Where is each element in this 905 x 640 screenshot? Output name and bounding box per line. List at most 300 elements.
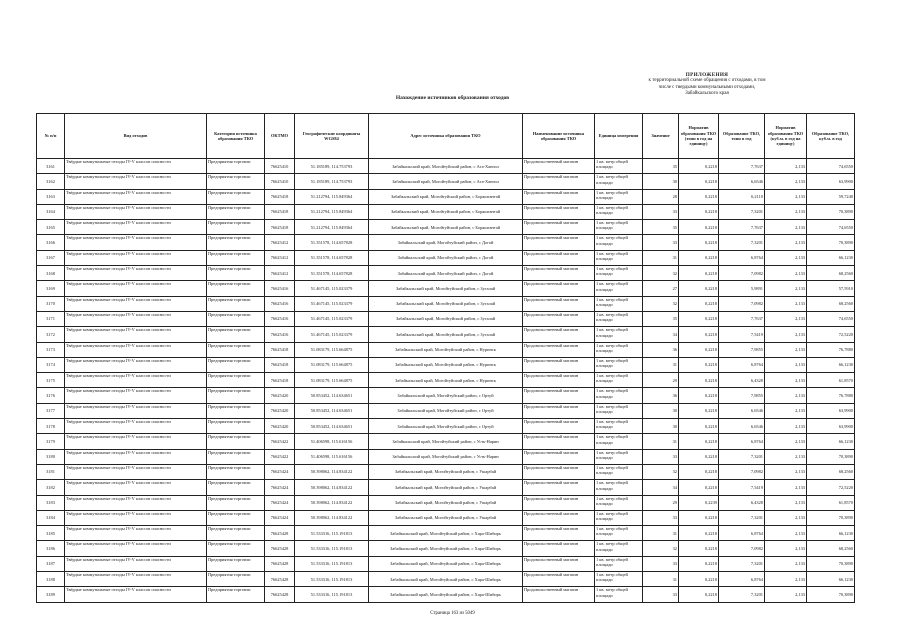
source-name: Продовольственный магазин — [523, 556, 595, 571]
source-category: Предприятия торговли — [207, 556, 265, 571]
norm-tonnes: 0,2218 — [679, 327, 719, 342]
generation-tonnes: 6,6546 — [719, 174, 765, 189]
row-number: 3184 — [37, 510, 65, 525]
oktmo-code: 76625418 — [265, 357, 295, 372]
norm-tonnes: 0,2218 — [679, 403, 719, 418]
norm-tonnes: 0,2218 — [679, 464, 719, 479]
coordinates: 51.083179, 115.664875 — [295, 373, 369, 388]
row-number: 3179 — [37, 434, 65, 449]
source-name: Продовольственный магазин — [523, 495, 595, 510]
waste-type: Твёрдые коммунальные отходы IV-V классов опасности — [65, 281, 207, 296]
address: Забайкальский край, Могойтуйский район, с Боржигантай — [369, 189, 523, 204]
coordinates: 51.351578, 114.657828 — [295, 266, 369, 281]
address: Забайкальский край, Могойтуйский район, с Хара-Шибирь — [369, 587, 523, 602]
unit: 1 кв. метр общей площади — [595, 541, 643, 556]
table-row — [37, 235, 855, 250]
table-row — [37, 204, 855, 219]
norm-tonnes: 0,2218 — [679, 541, 719, 556]
unit: 1 кв. метр общей площади — [595, 189, 643, 204]
generation-cubic: 68,2560 — [807, 464, 855, 479]
source-category: Предприятия торговли — [207, 373, 265, 388]
source-category: Предприятия торговли — [207, 174, 265, 189]
row-number: 3175 — [37, 373, 65, 388]
oktmo-code: 76625424 — [265, 480, 295, 495]
oktmo-code: 76625428 — [265, 587, 295, 602]
norm-tonnes: 0,2218 — [679, 159, 719, 174]
source-name: Продовольственный магазин — [523, 373, 595, 388]
generation-tonnes: 6,8764 — [719, 357, 765, 372]
generation-cubic: 70,3890 — [807, 449, 855, 464]
table-row — [37, 327, 855, 342]
oktmo-code: 76625418 — [265, 220, 295, 235]
unit: 1 кв. метр общей площади — [595, 204, 643, 219]
norm-cubic: 2,133 — [765, 464, 807, 479]
unit: 1 кв. метр общей площади — [595, 220, 643, 235]
table-row — [37, 510, 855, 525]
source-category: Предприятия торговли — [207, 388, 265, 403]
value: 31 — [643, 357, 679, 372]
table-row — [37, 174, 855, 189]
norm-cubic: 2,133 — [765, 510, 807, 525]
coordinates: 51.212794, 115.849364 — [295, 204, 369, 219]
value: 31 — [643, 526, 679, 541]
row-number: 3187 — [37, 556, 65, 571]
generation-cubic: 68,2560 — [807, 266, 855, 281]
norm-cubic: 2,133 — [765, 526, 807, 541]
norm-tonnes: 0,2218 — [679, 220, 719, 235]
oktmo-code: 76625418 — [265, 189, 295, 204]
source-name: Продовольственный магазин — [523, 250, 595, 265]
unit: 1 кв. метр общей площади — [595, 388, 643, 403]
generation-tonnes: 6,8764 — [719, 434, 765, 449]
table-row — [37, 464, 855, 479]
waste-type: Твёрдые коммунальные отходы IV-V классов опасности — [65, 403, 207, 418]
norm-cubic: 2,133 — [765, 189, 807, 204]
norm-tonnes: 0,2218 — [679, 189, 719, 204]
generation-cubic: 70,3890 — [807, 587, 855, 602]
unit: 1 кв. метр общей площади — [595, 464, 643, 479]
waste-type: Твёрдые коммунальные отходы IV-V классов опасности — [65, 220, 207, 235]
source-name: Продовольственный магазин — [523, 480, 595, 495]
source-name: Продовольственный магазин — [523, 235, 595, 250]
generation-tonnes: 6,8764 — [719, 526, 765, 541]
oktmo-code: 76625418 — [265, 342, 295, 357]
col-header: Норматив образования ТКО (тонн в год на единицу) — [679, 114, 719, 159]
value: 33 — [643, 204, 679, 219]
source-category: Предприятия торговли — [207, 357, 265, 372]
coordinates: 50.398062, 114.834122 — [295, 510, 369, 525]
norm-cubic: 2,133 — [765, 434, 807, 449]
coordinates: 51.533316, 115.191813 — [295, 572, 369, 587]
source-name: Продовольственный магазин — [523, 541, 595, 556]
value: 32 — [643, 266, 679, 281]
waste-type: Твёрдые коммунальные отходы IV-V классов опасности — [65, 449, 207, 464]
waste-type: Твёрдые коммунальные отходы IV-V классов опасности — [65, 342, 207, 357]
row-number: 3165 — [37, 220, 65, 235]
oktmo-code: 76625410 — [265, 159, 295, 174]
coordinates: 51.467145, 115.023379 — [295, 281, 369, 296]
oktmo-code: 76625420 — [265, 388, 295, 403]
norm-cubic: 2,133 — [765, 572, 807, 587]
address: Забайкальский край, Могойтуйский район, с Догой — [369, 235, 523, 250]
address: Забайкальский край, Могойтуйский район, с Ортуй — [369, 388, 523, 403]
norm-cubic: 2,133 — [765, 266, 807, 281]
unit: 1 кв. метр общей площади — [595, 250, 643, 265]
row-number: 3170 — [37, 296, 65, 311]
generation-cubic: 66,1230 — [807, 572, 855, 587]
unit: 1 кв. метр общей площади — [595, 296, 643, 311]
source-category: Предприятия торговли — [207, 480, 265, 495]
norm-cubic: 2,133 — [765, 250, 807, 265]
norm-cubic: 2,133 — [765, 495, 807, 510]
norm-cubic: 2,133 — [765, 235, 807, 250]
waste-type: Твёрдые коммунальные отходы IV-V классов опасности — [65, 526, 207, 541]
source-category: Предприятия торговли — [207, 204, 265, 219]
value: 30 — [643, 419, 679, 434]
waste-type: Твёрдые коммунальные отходы IV-V классов опасности — [65, 266, 207, 281]
source-name: Продовольственный магазин — [523, 174, 595, 189]
table-row — [37, 373, 855, 388]
unit: 1 кв. метр общей площади — [595, 434, 643, 449]
oktmo-code: 76625428 — [265, 541, 295, 556]
value: 33 — [643, 449, 679, 464]
col-header: Норматив образования ТКО (куб.м. в год на единицу) — [765, 114, 807, 159]
row-number: 3163 — [37, 189, 65, 204]
row-number: 3183 — [37, 495, 65, 510]
value: 34 — [643, 480, 679, 495]
source-category: Предприятия торговли — [207, 419, 265, 434]
oktmo-code: 76625422 — [265, 449, 295, 464]
generation-tonnes: 7,5419 — [719, 480, 765, 495]
norm-cubic: 2,133 — [765, 204, 807, 219]
col-header: Категория источника образования ТКО — [207, 114, 265, 159]
address: Забайкальский край, Могойтуйский район, с Ушарбай — [369, 464, 523, 479]
table-row — [37, 403, 855, 418]
generation-tonnes: 7,7637 — [719, 159, 765, 174]
row-number: 3178 — [37, 419, 65, 434]
coordinates: 51.083179, 115.664875 — [295, 342, 369, 357]
source-name: Продовольственный магазин — [523, 296, 595, 311]
address: Забайкальский край, Могойтуйский район, с Хара-Шибирь — [369, 556, 523, 571]
col-header: Вид отходов — [65, 114, 207, 159]
source-category: Предприятия торговли — [207, 220, 265, 235]
oktmo-code: 76625412 — [265, 250, 295, 265]
norm-tonnes: 0,2218 — [679, 235, 719, 250]
col-header: Образование ТКО, куб.м. в год — [807, 114, 855, 159]
waste-type: Твёрдые коммунальные отходы IV-V классов опасности — [65, 357, 207, 372]
source-name: Продовольственный магазин — [523, 281, 595, 296]
generation-cubic: 63,9900 — [807, 419, 855, 434]
coordinates: 51.351578, 114.657828 — [295, 250, 369, 265]
norm-cubic: 2,133 — [765, 159, 807, 174]
source-name: Продовольственный магазин — [523, 526, 595, 541]
waste-type: Твёрдые коммунальные отходы IV-V классов опасности — [65, 373, 207, 388]
generation-cubic: 68,2560 — [807, 296, 855, 311]
value: 30 — [643, 174, 679, 189]
waste-type: Твёрдые коммунальные отходы IV-V классов опасности — [65, 541, 207, 556]
coordinates: 50.398062, 114.834122 — [295, 464, 369, 479]
norm-tonnes: 0,2218 — [679, 587, 719, 602]
unit: 1 кв. метр общей площади — [595, 159, 643, 174]
table-row — [37, 281, 855, 296]
waste-type: Твёрдые коммунальные отходы IV-V классов опасности — [65, 388, 207, 403]
oktmo-code: 76625420 — [265, 419, 295, 434]
table-row — [37, 495, 855, 510]
generation-tonnes: 7,0982 — [719, 296, 765, 311]
header-row — [37, 114, 855, 159]
unit: 1 кв. метр общей площади — [595, 266, 643, 281]
waste-type: Твёрдые коммунальные отходы IV-V классов опасности — [65, 464, 207, 479]
generation-tonnes: 7,9855 — [719, 388, 765, 403]
source-category: Предприятия торговли — [207, 189, 265, 204]
norm-cubic: 2,133 — [765, 449, 807, 464]
oktmo-code: 76625418 — [265, 373, 295, 388]
col-header: Адрес источника образования ТКО — [369, 114, 523, 159]
source-name: Продовольственный магазин — [523, 419, 595, 434]
row-number: 3169 — [37, 281, 65, 296]
document-title: Нахождение источников образования отходов — [395, 95, 510, 101]
generation-cubic: 66,1230 — [807, 250, 855, 265]
generation-tonnes: 5,9891 — [719, 281, 765, 296]
address: Забайкальский край, Могойтуйский район, с Зугалай — [369, 311, 523, 326]
source-category: Предприятия торговли — [207, 403, 265, 418]
table-row — [37, 434, 855, 449]
generation-tonnes: 6,6546 — [719, 403, 765, 418]
oktmo-code: 76625428 — [265, 526, 295, 541]
row-number: 3164 — [37, 204, 65, 219]
source-name: Продовольственный магазин — [523, 357, 595, 372]
address: Забайкальский край, Могойтуйский район, с Ага-Хангил — [369, 159, 523, 174]
row-number: 3185 — [37, 526, 65, 541]
norm-tonnes: 0,2218 — [679, 480, 719, 495]
row-number: 3162 — [37, 174, 65, 189]
source-category: Предприятия торговли — [207, 266, 265, 281]
value: 29 — [643, 495, 679, 510]
norm-tonnes: 0,2218 — [679, 296, 719, 311]
value: 35 — [643, 159, 679, 174]
value: 36 — [643, 388, 679, 403]
generation-tonnes: 7,3201 — [719, 510, 765, 525]
value: 33 — [643, 235, 679, 250]
value: 29 — [643, 373, 679, 388]
coordinates: 50.398062, 114.834122 — [295, 480, 369, 495]
table-row — [37, 556, 855, 571]
unit: 1 кв. метр общей площади — [595, 449, 643, 464]
source-category: Предприятия торговли — [207, 281, 265, 296]
oktmo-code: 76625416 — [265, 327, 295, 342]
unit: 1 кв. метр общей площади — [595, 373, 643, 388]
source-name: Продовольственный магазин — [523, 464, 595, 479]
address: Забайкальский край, Могойтуйский район, с Ага-Хангил — [369, 174, 523, 189]
source-category: Предприятия торговли — [207, 327, 265, 342]
oktmo-code: 76625416 — [265, 311, 295, 326]
row-number: 3174 — [37, 357, 65, 372]
generation-tonnes: 7,0982 — [719, 464, 765, 479]
coordinates: 51.212794, 115.849364 — [295, 189, 369, 204]
value: 32 — [643, 464, 679, 479]
waste-type: Твёрдые коммунальные отходы IV-V классов опасности — [65, 311, 207, 326]
source-name: Продовольственный магазин — [523, 327, 595, 342]
waste-type: Твёрдые коммунальные отходы IV-V классов опасности — [65, 434, 207, 449]
value: 34 — [643, 327, 679, 342]
col-header: Наименование источника образования ТКО — [523, 114, 595, 159]
norm-cubic: 2,133 — [765, 403, 807, 418]
value: 30 — [643, 403, 679, 418]
appendix-line: к территориальной схеме обращения с отходами, в том — [648, 78, 766, 84]
coordinates: 51.467145, 115.023379 — [295, 296, 369, 311]
source-name: Продовольственный магазин — [523, 220, 595, 235]
source-category: Предприятия торговли — [207, 526, 265, 541]
norm-tonnes: 0,2218 — [679, 174, 719, 189]
oktmo-code: 76625412 — [265, 266, 295, 281]
source-category: Предприятия торговли — [207, 250, 265, 265]
source-name: Продовольственный магазин — [523, 311, 595, 326]
generation-cubic: 72,5220 — [807, 480, 855, 495]
appendix-line: числе с твердыми коммунальными отходами, — [658, 84, 756, 90]
oktmo-code: 76625428 — [265, 572, 295, 587]
value: 31 — [643, 434, 679, 449]
waste-type: Твёрдые коммунальные отходы IV-V классов опасности — [65, 556, 207, 571]
table-row — [37, 587, 855, 602]
table-row — [37, 449, 855, 464]
unit: 1 кв. метр общей площади — [595, 403, 643, 418]
source-category: Предприятия торговли — [207, 434, 265, 449]
norm-cubic: 2,133 — [765, 556, 807, 571]
appendix-line: Забайкальского края — [685, 90, 729, 96]
col-header: ОКТМО — [265, 114, 295, 159]
address: Забайкальский край, Могойтуйский район, с Зугалай — [369, 296, 523, 311]
waste-type: Твёрдые коммунальные отходы IV-V классов опасности — [65, 495, 207, 510]
source-name: Продовольственный магазин — [523, 572, 595, 587]
oktmo-code: 76625422 — [265, 434, 295, 449]
generation-cubic: 72,5220 — [807, 327, 855, 342]
generation-cubic: 63,9900 — [807, 174, 855, 189]
col-header: Единица измерения — [595, 114, 643, 159]
row-number: 3181 — [37, 464, 65, 479]
source-name: Продовольственный магазин — [523, 403, 595, 418]
address: Забайкальский край, Могойтуйский район, с Боржигантай — [369, 204, 523, 219]
generation-tonnes: 7,7637 — [719, 220, 765, 235]
norm-tonnes: 0,2218 — [679, 434, 719, 449]
appendix-block — [592, 72, 822, 97]
waste-type: Твёрдые коммунальные отходы IV-V классов опасности — [65, 174, 207, 189]
row-number: 3166 — [37, 235, 65, 250]
oktmo-code: 76625424 — [265, 464, 295, 479]
oktmo-code: 76625420 — [265, 403, 295, 418]
norm-tonnes: 0,2218 — [679, 388, 719, 403]
waste-type: Твёрдые коммунальные отходы IV-V классов опасности — [65, 327, 207, 342]
source-category: Предприятия торговли — [207, 311, 265, 326]
generation-cubic: 57,5910 — [807, 281, 855, 296]
source-category: Предприятия торговли — [207, 296, 265, 311]
address: Забайкальский край, Могойтуйский район, с Усть-Нарин — [369, 434, 523, 449]
address: Забайкальский край, Могойтуйский район, с Хара-Шибирь — [369, 526, 523, 541]
generation-cubic: 74,6550 — [807, 220, 855, 235]
unit: 1 кв. метр общей площади — [595, 357, 643, 372]
source-category: Предприятия торговли — [207, 495, 265, 510]
norm-cubic: 2,133 — [765, 587, 807, 602]
norm-cubic: 2,133 — [765, 327, 807, 342]
waste-type: Твёрдые коммунальные отходы IV-V классов опасности — [65, 480, 207, 495]
address: Забайкальский край, Могойтуйский район, с Догой — [369, 266, 523, 281]
generation-cubic: 66,1230 — [807, 434, 855, 449]
page-footer: Страница 163 из 5049 — [430, 611, 475, 616]
unit: 1 кв. метр общей площади — [595, 556, 643, 571]
waste-type: Твёрдые коммунальные отходы IV-V классов опасности — [65, 189, 207, 204]
norm-cubic: 2,133 — [765, 174, 807, 189]
value: 32 — [643, 541, 679, 556]
table-row — [37, 266, 855, 281]
generation-cubic: 66,1230 — [807, 357, 855, 372]
waste-type: Твёрдые коммунальные отходы IV-V классов опасности — [65, 419, 207, 434]
col-header: № п/п — [37, 114, 65, 159]
row-number: 3189 — [37, 587, 65, 602]
generation-tonnes: 7,3201 — [719, 556, 765, 571]
generation-cubic: 68,2560 — [807, 541, 855, 556]
norm-tonnes: 0,2239 — [679, 495, 719, 510]
norm-tonnes: 0,2218 — [679, 357, 719, 372]
generation-cubic: 63,9900 — [807, 403, 855, 418]
col-header: Образование ТКО, тонн в год — [719, 114, 765, 159]
norm-cubic: 2,133 — [765, 480, 807, 495]
generation-cubic: 61,8570 — [807, 373, 855, 388]
norm-cubic: 2,133 — [765, 311, 807, 326]
norm-cubic: 2,133 — [765, 220, 807, 235]
address: Забайкальский край, Могойтуйский район, с Усть-Нарин — [369, 449, 523, 464]
table-row — [37, 159, 855, 174]
row-number: 3161 — [37, 159, 65, 174]
source-name: Продовольственный магазин — [523, 204, 595, 219]
table-row — [37, 419, 855, 434]
address: Забайкальский край, Могойтуйский район, с Зугалай — [369, 281, 523, 296]
unit: 1 кв. метр общей площади — [595, 480, 643, 495]
row-number: 3186 — [37, 541, 65, 556]
norm-tonnes: 0,2218 — [679, 419, 719, 434]
generation-tonnes: 6,8764 — [719, 250, 765, 265]
coordinates: 50.853452, 114.634651 — [295, 403, 369, 418]
table-row — [37, 526, 855, 541]
source-category: Предприятия торговли — [207, 572, 265, 587]
value: 31 — [643, 572, 679, 587]
row-number: 3176 — [37, 388, 65, 403]
source-category: Предприятия торговли — [207, 541, 265, 556]
row-number: 3172 — [37, 327, 65, 342]
generation-tonnes: 7,3201 — [719, 235, 765, 250]
waste-type: Твёрдые коммунальные отходы IV-V классов опасности — [65, 572, 207, 587]
unit: 1 кв. метр общей площади — [595, 495, 643, 510]
value: 35 — [643, 311, 679, 326]
row-number: 3171 — [37, 311, 65, 326]
norm-tonnes: 0,2218 — [679, 449, 719, 464]
coordinates: 51.467145, 115.023379 — [295, 311, 369, 326]
unit: 1 кв. метр общей площади — [595, 419, 643, 434]
row-number: 3180 — [37, 449, 65, 464]
source-name: Продовольственный магазин — [523, 159, 595, 174]
generation-cubic: 74,6550 — [807, 311, 855, 326]
norm-tonnes: 0,2218 — [679, 266, 719, 281]
table-row — [37, 480, 855, 495]
coordinates: 51.533316, 115.191813 — [295, 587, 369, 602]
unit: 1 кв. метр общей площади — [595, 510, 643, 525]
address: Забайкальский край, Могойтуйский район, с Зугалай — [369, 327, 523, 342]
row-number: 3188 — [37, 572, 65, 587]
waste-type: Твёрдые коммунальные отходы IV-V классов опасности — [65, 159, 207, 174]
col-header: Значение — [643, 114, 679, 159]
value: 32 — [643, 296, 679, 311]
source-category: Предприятия торговли — [207, 342, 265, 357]
unit: 1 кв. метр общей площади — [595, 311, 643, 326]
generation-tonnes: 7,9855 — [719, 342, 765, 357]
